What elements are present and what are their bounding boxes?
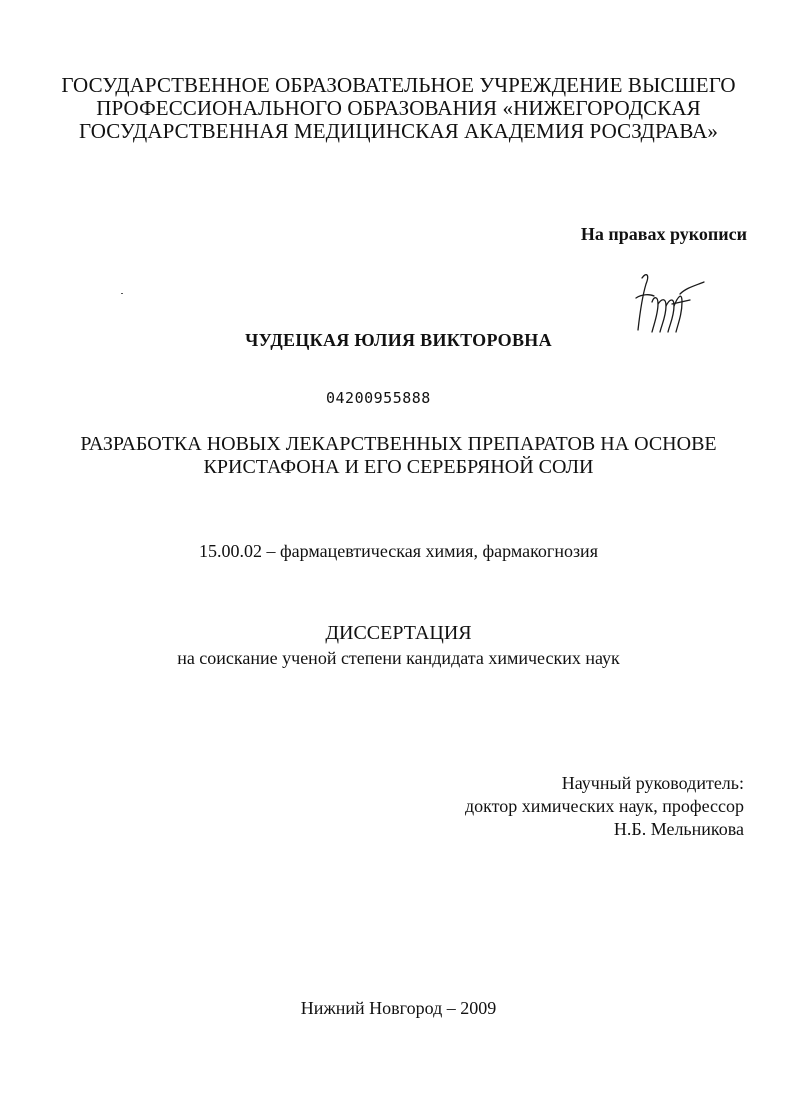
dissertation-topic [40, 433, 757, 479]
topic-line-1: РАЗРАБОТКА НОВЫХ ЛЕКАРСТВЕННЫХ ПРЕПАРАТОВ НА ОСНОВЕ [80, 433, 717, 455]
specialty-code: 15.00.02 – фармацевтическая химия, фармакогнозия [199, 541, 598, 561]
topic-line-2: КРИСТАФОНА И ЕГО СЕРЕБРЯНОЙ СОЛИ [203, 456, 594, 478]
supervisor-degree: доктор химических наук, профессор [465, 796, 744, 816]
place-and-year: Нижний Новгород – 2009 [300, 998, 497, 1018]
supervisor-label: Научный руководитель: [561, 773, 744, 793]
institution-line-3: ГОСУДАРСТВЕННАЯ МЕДИЦИНСКАЯ АКАДЕМИЯ РОСЗДРАВА» [78, 119, 718, 143]
institution-line-1: ГОСУДАРСТВЕННОЕ ОБРАЗОВАТЕЛЬНОЕ УЧРЕЖДЕНИЕ ВЫСШЕГО [61, 73, 736, 97]
dissertation-label: ДИССЕРТАЦИЯ [325, 622, 472, 644]
degree-statement: на соискание ученой степени кандидата химических наук [177, 648, 620, 668]
supervisor-block [465, 772, 744, 841]
registration-code: 04200955888 [326, 389, 431, 407]
author-name: ЧУДЕЦКАЯ ЮЛИЯ ВИКТОРОВНА [245, 330, 552, 350]
institution-line-2: ПРОФЕССИОНАЛЬНОГО ОБРАЗОВАНИЯ «НИЖЕГОРОДСКАЯ [96, 96, 701, 120]
manuscript-note: На правах рукописи [580, 224, 747, 244]
scan-speck [121, 293, 123, 294]
supervisor-name: Н.Б. Мельникова [613, 819, 744, 839]
institution-heading [40, 74, 757, 143]
